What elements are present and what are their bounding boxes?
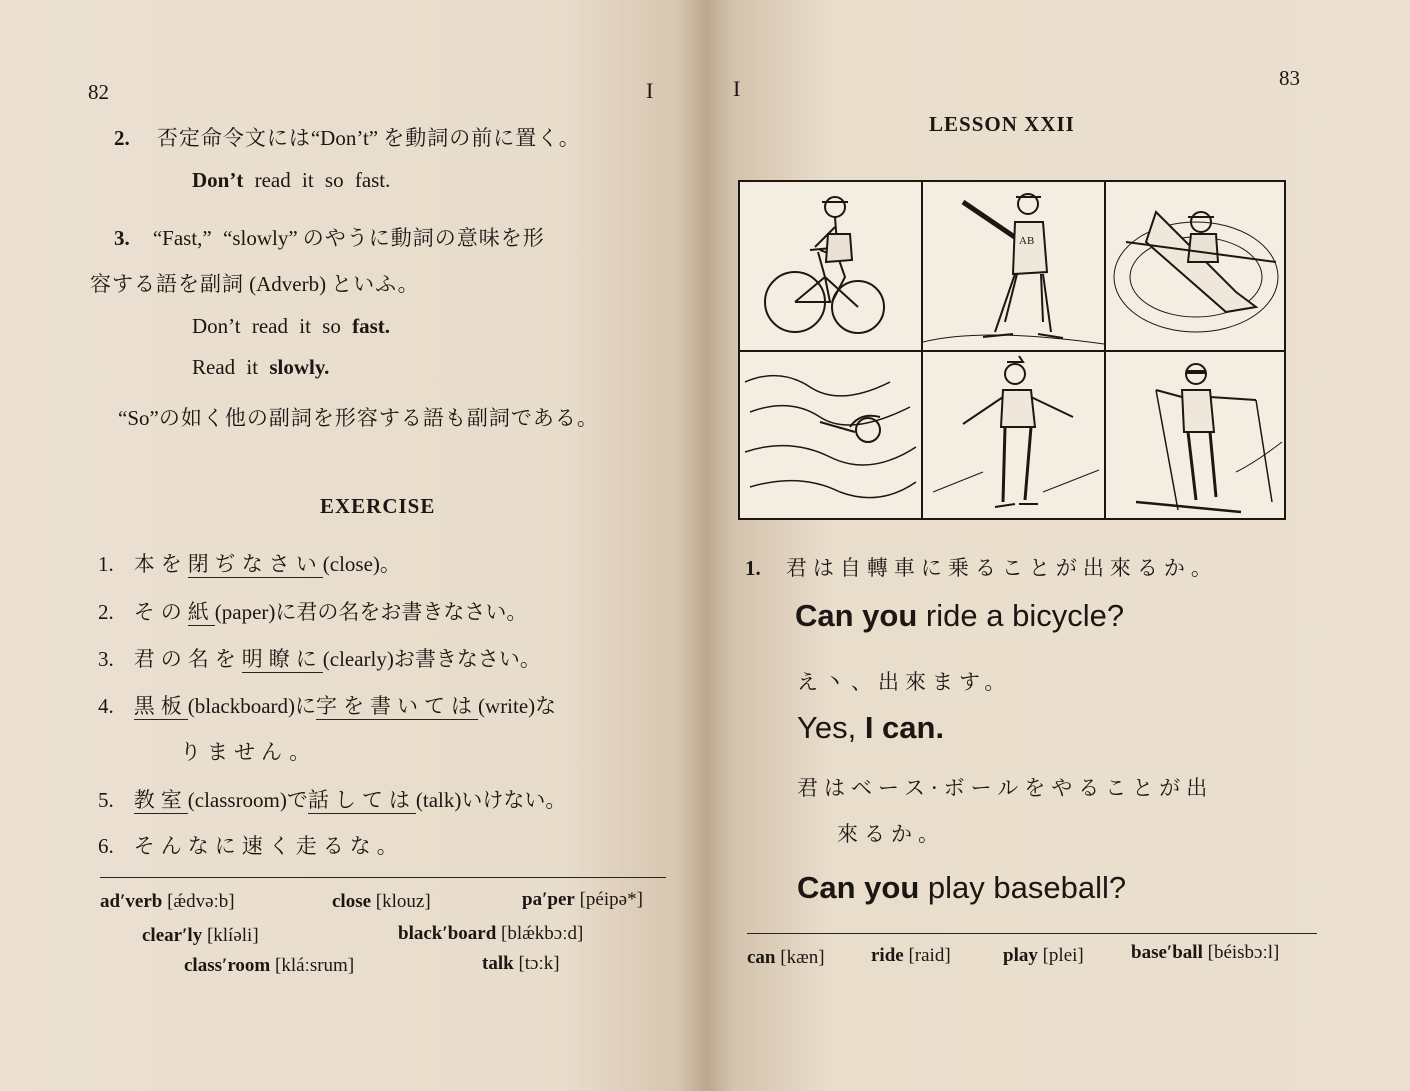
example-sentence: Don’t read it so fast. xyxy=(192,314,391,338)
vocab-item: ad′verb [ǽdvəːb] xyxy=(100,891,235,912)
exercise-item xyxy=(180,736,316,766)
item-number: 2. xyxy=(114,126,130,150)
exercise-item xyxy=(98,784,566,814)
exercise-text: そんなに速く走るな。 xyxy=(133,834,404,858)
exercise-item xyxy=(98,643,541,673)
rule-item-3-continued: 容する語を副詞 (Adverb) といふ。 xyxy=(90,272,420,296)
rule-item-2: 2. 否定命令文には“Don’t” を動詞の前に置く。 xyxy=(114,126,581,150)
illustration-grid xyxy=(738,180,1286,520)
exercise-text: 閉ぢなさい xyxy=(187,552,323,576)
english-question-2: Can you play baseball? xyxy=(797,870,1127,905)
exercise-item xyxy=(98,548,401,578)
ice-skater-icon xyxy=(923,352,1104,520)
chapter-mark: I xyxy=(733,76,741,101)
baseball-batter-icon xyxy=(923,182,1104,350)
japanese-question-2: 君はベース·ボールをやることが出 xyxy=(797,776,1214,800)
exercise-text: その xyxy=(133,600,188,624)
exercise-heading: EXERCISE xyxy=(320,494,436,518)
japanese-question-2-continued: 來るか。 xyxy=(837,822,945,846)
vocab-item: black′board [blǽkbɔːd] xyxy=(398,923,584,944)
exercise-text: 明瞭に xyxy=(241,647,323,671)
bicycle-rider-icon xyxy=(740,182,921,350)
vocab-item: clear′ly [klíəli] xyxy=(142,925,259,946)
swimmer-icon xyxy=(740,352,921,520)
english-answer: Yes, I can. xyxy=(797,710,945,745)
chapter-mark: I xyxy=(646,78,654,103)
vocab-item: pa′per [péipə*] xyxy=(522,889,643,910)
note-text: “So”の如く他の副詞を形容する語も副詞である。 xyxy=(118,406,599,430)
example-sentence: Don’t read it so fast. xyxy=(192,168,391,192)
exercise-text: 紙 xyxy=(187,600,215,624)
exercise-text: (clearly)お書きなさい。 xyxy=(322,647,541,671)
page-number: 82 xyxy=(88,80,109,104)
exercise-number: 6. xyxy=(98,834,114,858)
divider xyxy=(747,933,1317,934)
exercise-number: 4. xyxy=(98,694,114,718)
svg-text:AB: AB xyxy=(1019,235,1035,247)
exercise-number: 3. xyxy=(98,647,114,671)
example-sentence: Read it slowly. xyxy=(192,355,330,379)
question-1: 1. 君は自轉車に乗ることが出來るか。 xyxy=(745,556,1218,580)
vocab-item: base′ball [béisbɔːl] xyxy=(1131,942,1280,963)
exercise-number: 2. xyxy=(98,600,114,624)
exercise-text: (talk)いけない。 xyxy=(415,788,567,812)
rowing-boat-icon xyxy=(1106,182,1287,350)
skier-icon xyxy=(1106,352,1287,520)
exercise-text: 教室 xyxy=(133,788,188,812)
exercise-item xyxy=(98,830,404,860)
divider xyxy=(100,877,666,878)
exercise-number: 5. xyxy=(98,788,114,812)
exercise-item xyxy=(98,690,556,720)
exercise-text: (close)。 xyxy=(322,552,401,576)
right-page xyxy=(705,0,1410,1091)
japanese-answer: え丶、出來ます。 xyxy=(797,670,1012,694)
exercise-text: 字を書いては xyxy=(316,694,479,718)
english-question: Can you ride a bicycle? xyxy=(795,598,1125,633)
exercise-text: 本を xyxy=(133,552,188,576)
page-number: 83 xyxy=(1279,66,1300,90)
exercise-text: (blackboard)に xyxy=(187,694,317,718)
vocab-item: talk [tɔːk] xyxy=(482,953,560,974)
exercise-number: 1. xyxy=(98,552,114,576)
exercise-text: (classroom)で xyxy=(187,788,308,812)
exercise-text: (write)な xyxy=(478,694,557,718)
exercise-text: 君の名を xyxy=(133,647,242,671)
exercise-text: 黒板 xyxy=(133,694,188,718)
exercise-text: (paper)に君の名をお書きなさい。 xyxy=(214,600,528,624)
vocab-item: close [klouz] xyxy=(332,891,431,912)
vocab-item: can [kæn] xyxy=(747,947,825,968)
exercise-item xyxy=(98,596,527,626)
exercise-text: りません。 xyxy=(180,740,317,764)
exercise-text: 話しては xyxy=(307,788,416,812)
vocab-item: play [plei] xyxy=(1003,945,1084,966)
vocab-item: ride [raid] xyxy=(871,945,951,966)
vocab-item: class′room [kláːsrum] xyxy=(184,955,355,976)
lesson-title: LESSON XXII xyxy=(929,112,1075,136)
rule-item-3: 3. “Fast,” “slowly” のやうに動詞の意味を形 xyxy=(114,226,545,250)
